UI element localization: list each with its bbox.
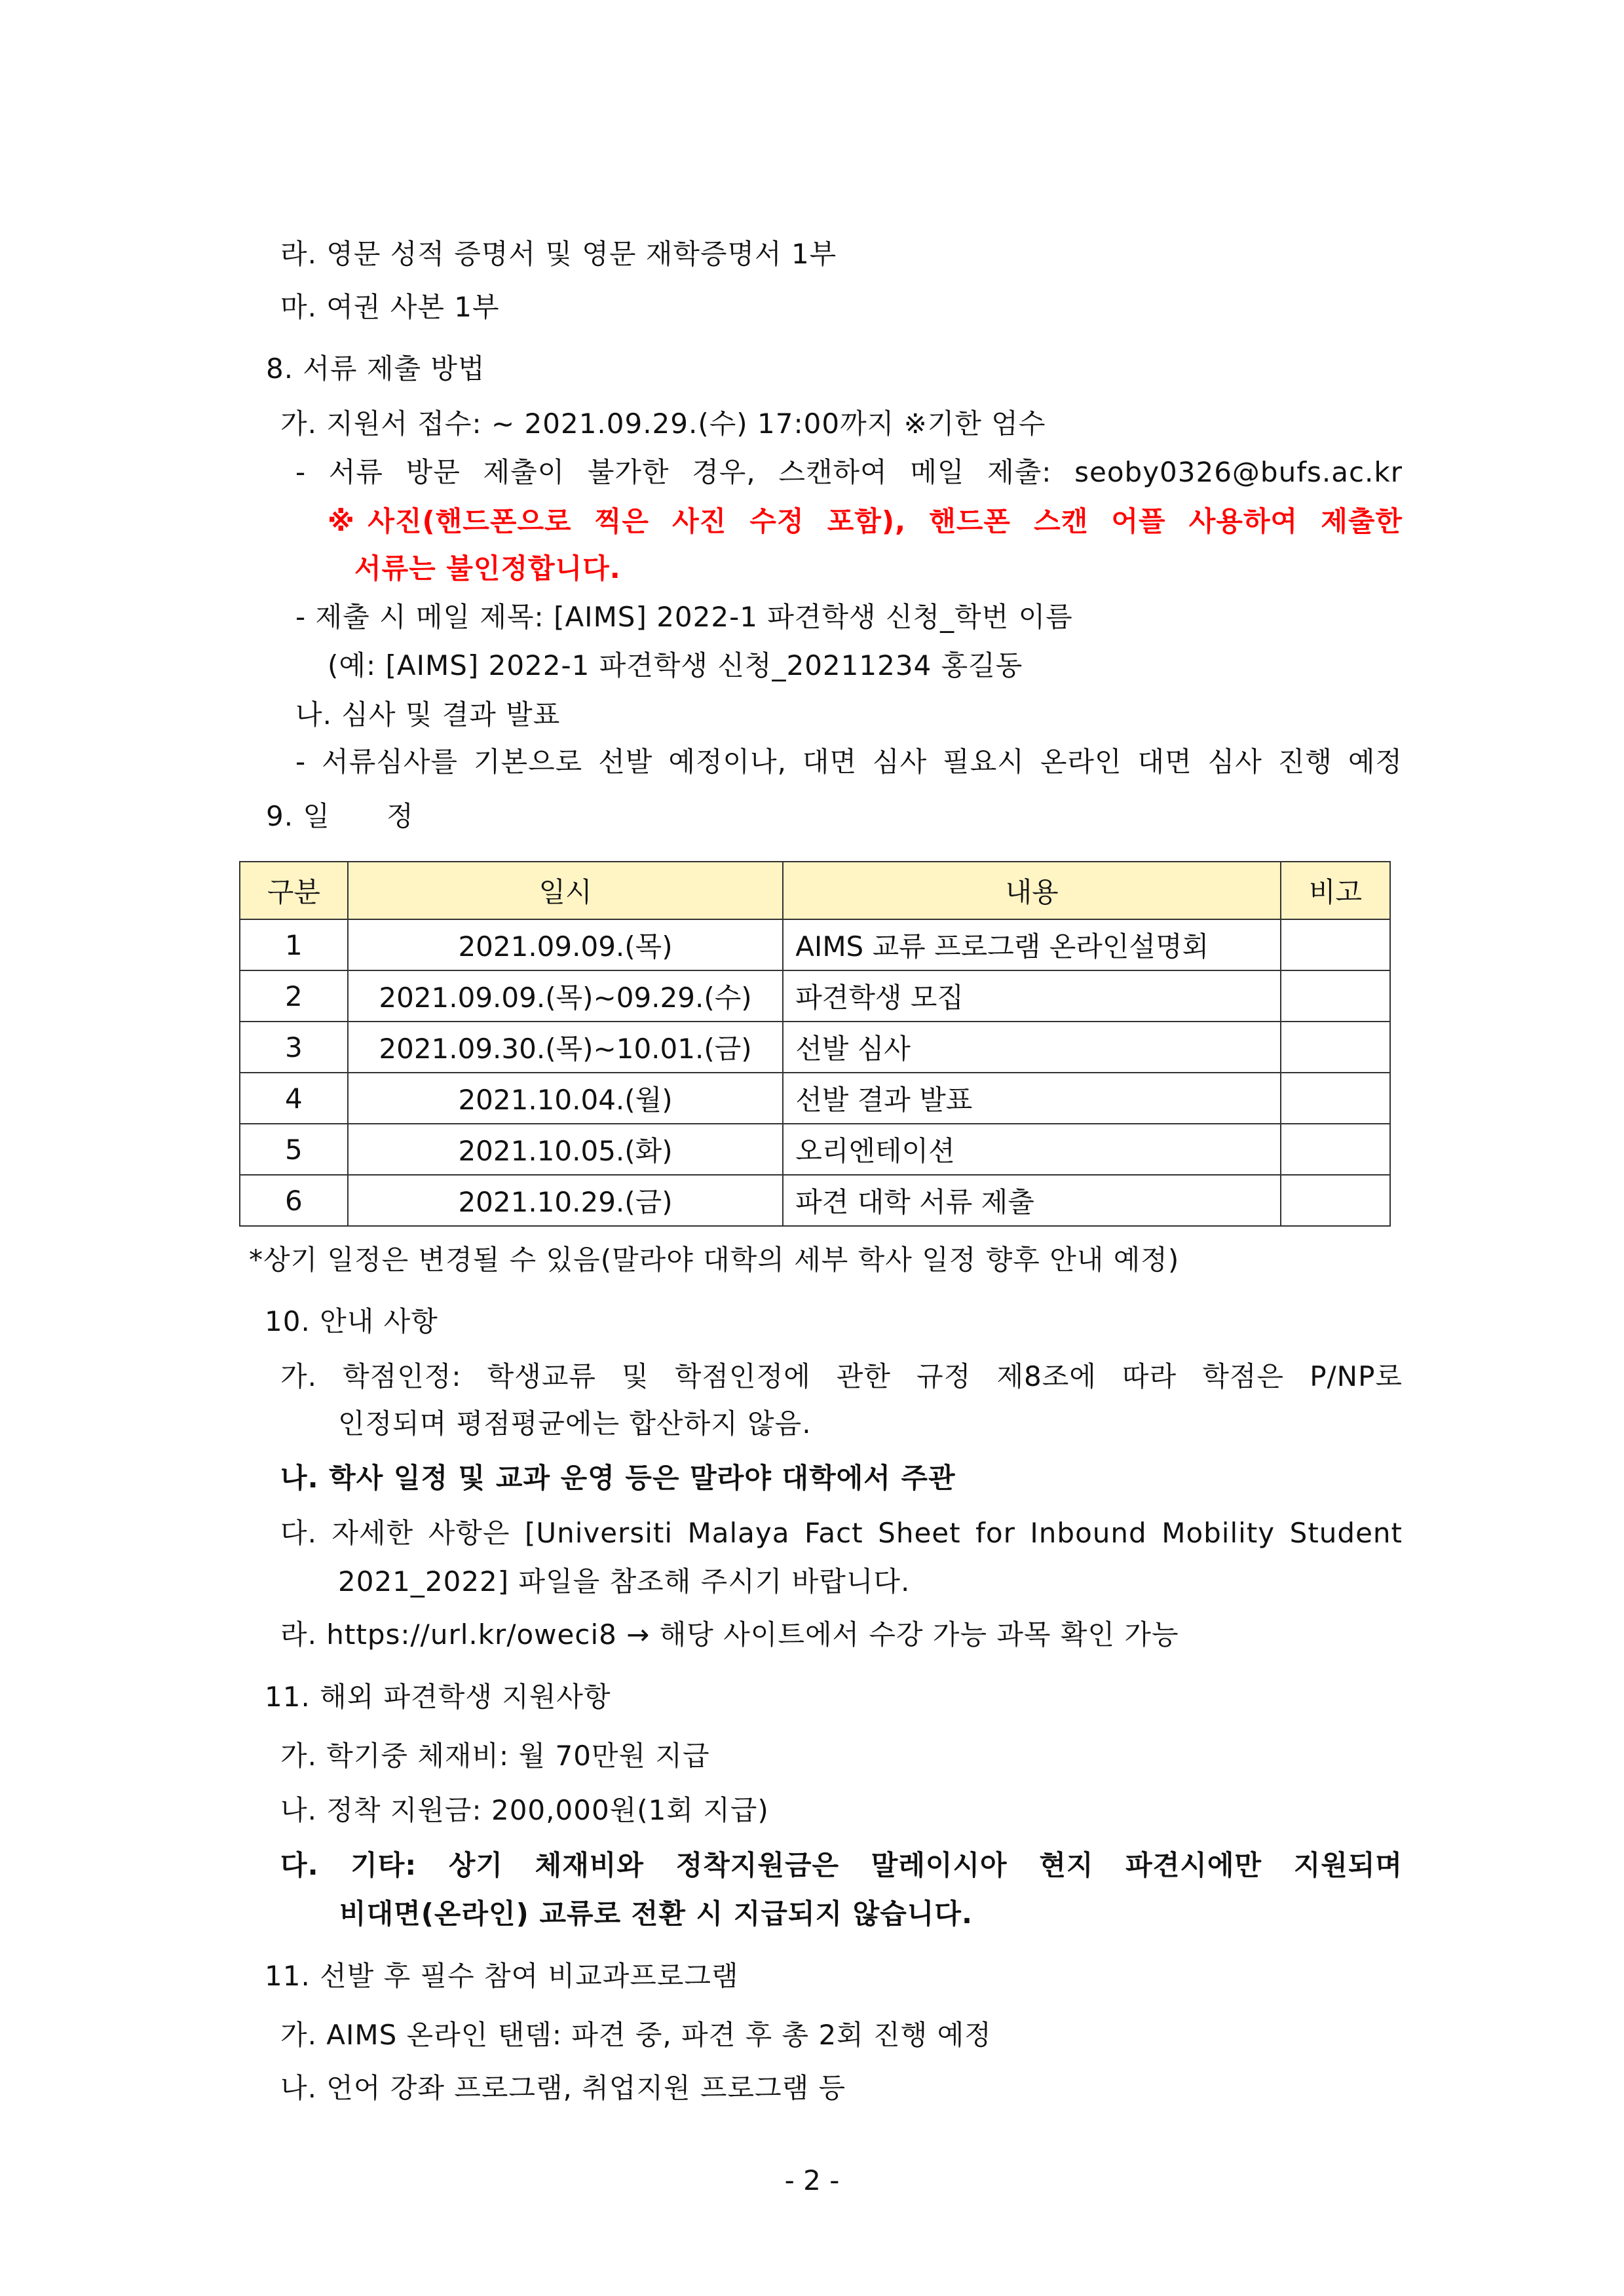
row-note bbox=[1281, 919, 1390, 970]
course-link[interactable]: 라. https://url.kr/oweci8 → 해당 사이트에서 수강 가능 과목 확인 가능 bbox=[280, 1618, 1179, 1651]
row-note bbox=[1281, 1175, 1390, 1226]
language-career-program: 나. 언어 강좌 프로그램, 취업지원 프로그램 등 bbox=[280, 2072, 846, 2104]
row-content: 선발 심사 bbox=[783, 1022, 1281, 1073]
living-allowance: 가. 학기중 체재비: 월 70만원 지급 bbox=[280, 1740, 710, 1772]
item-passport: 마. 여권 사본 1부 bbox=[280, 291, 500, 323]
review-detail: - 서류심사를 기본으로 선발 예정이나, 대면 심사 필요시 온라인 대면 심사 진행 예정 bbox=[295, 746, 1403, 778]
other-support-1: 다. 기타: 상기 체재비와 정착지원금은 말레이시아 현지 파견시에만 지원되며 bbox=[280, 1849, 1403, 1881]
row-date: 2021.10.04.(월) bbox=[348, 1073, 783, 1124]
settlement-grant: 나. 정착 지원금: 200,000원(1회 지급) bbox=[280, 1794, 769, 1826]
table-row bbox=[240, 970, 1390, 1022]
row-content: 선발 결과 발표 bbox=[783, 1073, 1281, 1124]
row-number: 6 bbox=[240, 1175, 348, 1226]
row-content: 파견학생 모집 bbox=[783, 970, 1281, 1022]
row-note bbox=[1281, 1022, 1390, 1073]
row-note bbox=[1281, 1073, 1390, 1124]
row-date: 2021.10.05.(화) bbox=[348, 1124, 783, 1175]
credit-recognition-1: 가. 학점인정: 학생교류 및 학점인정에 관한 규정 제8조에 따라 학점은 P/NP로 bbox=[280, 1360, 1403, 1392]
schedule-footnote: *상기 일정은 변경될 수 있음(말라야 대학의 세부 학사 일정 향후 안내 예정) bbox=[249, 1244, 1180, 1276]
row-number: 1 bbox=[240, 919, 348, 970]
row-number: 5 bbox=[240, 1124, 348, 1175]
row-note bbox=[1281, 1124, 1390, 1175]
row-content: 오리엔테이션 bbox=[783, 1124, 1281, 1175]
table-row bbox=[240, 1073, 1390, 1124]
warning-line-2: 서류는 불인정합니다. bbox=[354, 552, 621, 584]
section-11b-title: 11. 선발 후 필수 참여 비교과프로그램 bbox=[265, 1960, 739, 1992]
fact-sheet-note-2: 2021_2022] 파일을 참조해 주시기 바랍니다. bbox=[338, 1565, 911, 1598]
row-number: 4 bbox=[240, 1073, 348, 1124]
fact-sheet-note-1: 다. 자세한 사항은 [Universiti Malaya Fact Sheet for Inbound Mobility Student bbox=[280, 1517, 1403, 1549]
table-row bbox=[240, 1022, 1390, 1073]
tandem-program: 가. AIMS 온라인 탠뎀: 파견 중, 파견 후 총 2회 진행 예정 bbox=[280, 2019, 992, 2051]
header-date: 일시 bbox=[348, 862, 783, 919]
page-number: - 2 - bbox=[784, 2164, 840, 2196]
table-row bbox=[240, 1175, 1390, 1226]
row-content: 파견 대학 서류 제출 bbox=[783, 1175, 1281, 1226]
application-deadline: 가. 지원서 접수: ~ 2021.09.29.(수) 17:00까지 ※기한 엄수 bbox=[280, 408, 1046, 440]
header-category: 구분 bbox=[240, 862, 348, 919]
header-content: 내용 bbox=[783, 862, 1281, 919]
row-number: 2 bbox=[240, 970, 348, 1022]
mail-subject: - 제출 시 메일 제목: [AIMS] 2022-1 파견학생 신청_학번 이름 bbox=[295, 601, 1073, 633]
row-content: AIMS 교류 프로그램 온라인설명회 bbox=[783, 919, 1281, 970]
section-11-title: 11. 해외 파견학생 지원사항 bbox=[265, 1681, 611, 1713]
other-support-2: 비대면(온라인) 교류로 전환 시 지급되지 않습니다. bbox=[339, 1898, 973, 1930]
row-number: 3 bbox=[240, 1022, 348, 1073]
row-date: 2021.09.09.(목)~09.29.(수) bbox=[348, 970, 783, 1022]
email-submission: - 서류 방문 제출이 불가한 경우, 스캔하여 메일 제출: seoby0326@bufs.ac.kr bbox=[295, 456, 1403, 488]
item-transcript: 라. 영문 성적 증명서 및 영문 재학증명서 1부 bbox=[280, 238, 837, 270]
row-date: 2021.09.09.(목) bbox=[348, 919, 783, 970]
schedule-table bbox=[239, 861, 1391, 1227]
mail-subject-example: (예: [AIMS] 2022-1 파견학생 신청_20211234 홍길동 bbox=[328, 649, 1023, 681]
section-8-title: 8. 서류 제출 방법 bbox=[266, 353, 485, 385]
row-date: 2021.10.29.(금) bbox=[348, 1175, 783, 1226]
section-10-title: 10. 안내 사항 bbox=[265, 1305, 438, 1337]
academic-schedule-note: 나. 학사 일정 및 교과 운영 등은 말라야 대학에서 주관 bbox=[280, 1462, 956, 1494]
credit-recognition-2: 인정되며 평점평균에는 합산하지 않음. bbox=[338, 1407, 812, 1440]
warning-line-1: ※사진(핸드폰으로 찍은 사진 수정 포함), 핸드폰 스캔 어플 사용하여 제출한 bbox=[328, 505, 1403, 537]
table-row bbox=[240, 919, 1390, 970]
row-date: 2021.09.30.(목)~10.01.(금) bbox=[348, 1022, 783, 1073]
header-note: 비고 bbox=[1281, 862, 1390, 919]
section-9-title: 9. 일 정 bbox=[266, 800, 414, 832]
row-note bbox=[1281, 970, 1390, 1022]
review-heading: 나. 심사 및 결과 발표 bbox=[295, 698, 561, 731]
table-row bbox=[240, 1124, 1390, 1175]
